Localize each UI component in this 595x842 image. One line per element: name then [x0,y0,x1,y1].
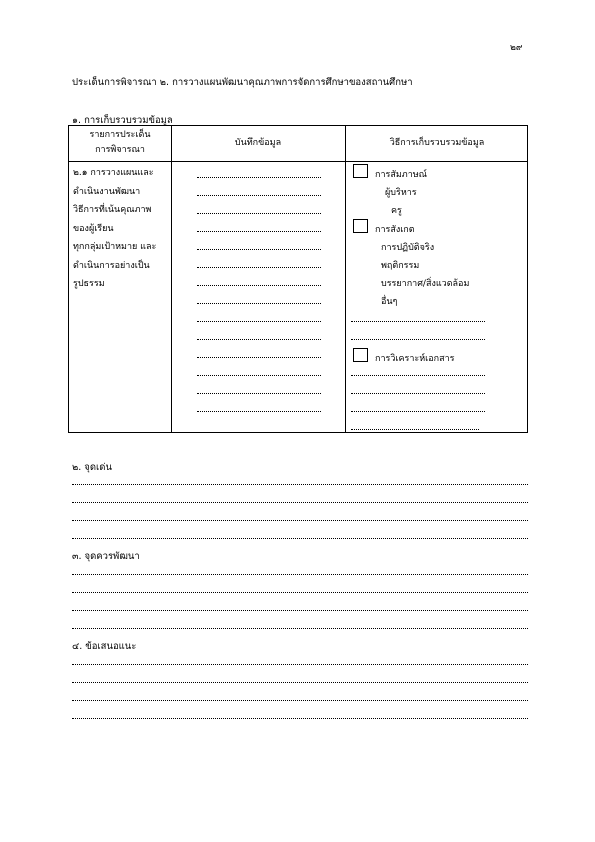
improvement-line[interactable] [72,574,528,575]
observation-item: บรรยากาศ/สิ่งแวดล้อม [381,279,470,289]
column-divider [345,126,346,432]
data-collection-table [68,125,528,433]
document-line[interactable] [351,429,479,430]
observation-item: การปฏิบัติจริง [381,243,435,253]
issue-title: ประเด็นการพิจารณา ๒. การวางแผนพัฒนาคุณภาพการจัดการศึกษาของสถานศึกษา [72,77,413,88]
record-line[interactable] [197,411,321,412]
interview-item: ครู [391,206,402,216]
header-issue-line1: รายการประเด็น [89,130,151,140]
section2-title: ๒. จุดเด่น [72,462,112,473]
issue-line: รูปธรรม [73,279,105,289]
issue-description [73,164,173,294]
section3-title: ๓. จุดควรพัฒนา [72,551,140,562]
record-line[interactable] [197,231,321,232]
section1-title: ๑. การเก็บรวบรวมข้อมูล [72,115,173,126]
header-issue-column [69,128,171,158]
method-other-line[interactable] [351,339,485,340]
observation-label: การสังเกต [375,225,415,235]
record-line[interactable] [197,375,321,376]
strengths-line[interactable] [72,502,528,503]
issue-line: ดำเนินงานพัฒนา [73,186,141,197]
header-divider [69,161,527,162]
interview-label: การสัมภาษณ์ [375,170,428,180]
header-issue-line2: การพิจารณา [95,145,145,155]
header-record-column: บันทึกข้อมูล [234,138,282,148]
improvement-line[interactable] [72,610,528,611]
header-method-column: วิธีการเก็บรวบรวมข้อมูล [389,138,485,148]
record-line[interactable] [197,339,321,340]
issue-line: ของผู้เรียน [73,223,114,234]
issue-line: ดำเนินการอย่างเป็น [73,260,150,271]
suggestion-line[interactable] [72,682,528,683]
document-analysis-label: การวิเคราะห์เอกสาร [375,354,455,364]
issue-line: ๒.๑ การวางแผนและ [73,168,154,178]
record-line[interactable] [197,249,321,250]
record-line[interactable] [197,267,321,268]
record-line[interactable] [197,321,321,322]
document-line[interactable] [351,375,485,376]
section4-title: ๔. ข้อเสนอแนะ [72,641,137,652]
record-line[interactable] [197,285,321,286]
strengths-line[interactable] [72,484,528,485]
interview-checkbox[interactable] [353,164,368,178]
strengths-line[interactable] [72,538,528,539]
improvement-line[interactable] [72,592,528,593]
suggestion-line[interactable] [72,718,528,719]
strengths-line[interactable] [72,520,528,521]
method-other-line[interactable] [351,321,485,322]
record-line[interactable] [197,213,321,214]
issue-line: วิธีการที่เน้นคุณภาพ [73,205,152,215]
document-line[interactable] [351,393,485,394]
record-line[interactable] [197,303,321,304]
document-line[interactable] [351,411,485,412]
record-line[interactable] [197,393,321,394]
observation-item: พฤติกรรม [381,261,420,271]
page-number: ๒๙ [510,43,523,53]
suggestion-line[interactable] [72,664,528,665]
interview-item: ผู้บริหาร [385,188,417,198]
record-line[interactable] [197,357,321,358]
observation-checkbox[interactable] [353,219,368,233]
suggestion-line[interactable] [72,700,528,701]
issue-line: ทุกกลุ่มเป้าหมาย และ [73,242,157,252]
record-line[interactable] [197,177,321,178]
observation-item: อื่นๆ [381,297,398,307]
improvement-line[interactable] [72,628,528,629]
document-analysis-checkbox[interactable] [353,348,368,362]
record-line[interactable] [197,195,321,196]
